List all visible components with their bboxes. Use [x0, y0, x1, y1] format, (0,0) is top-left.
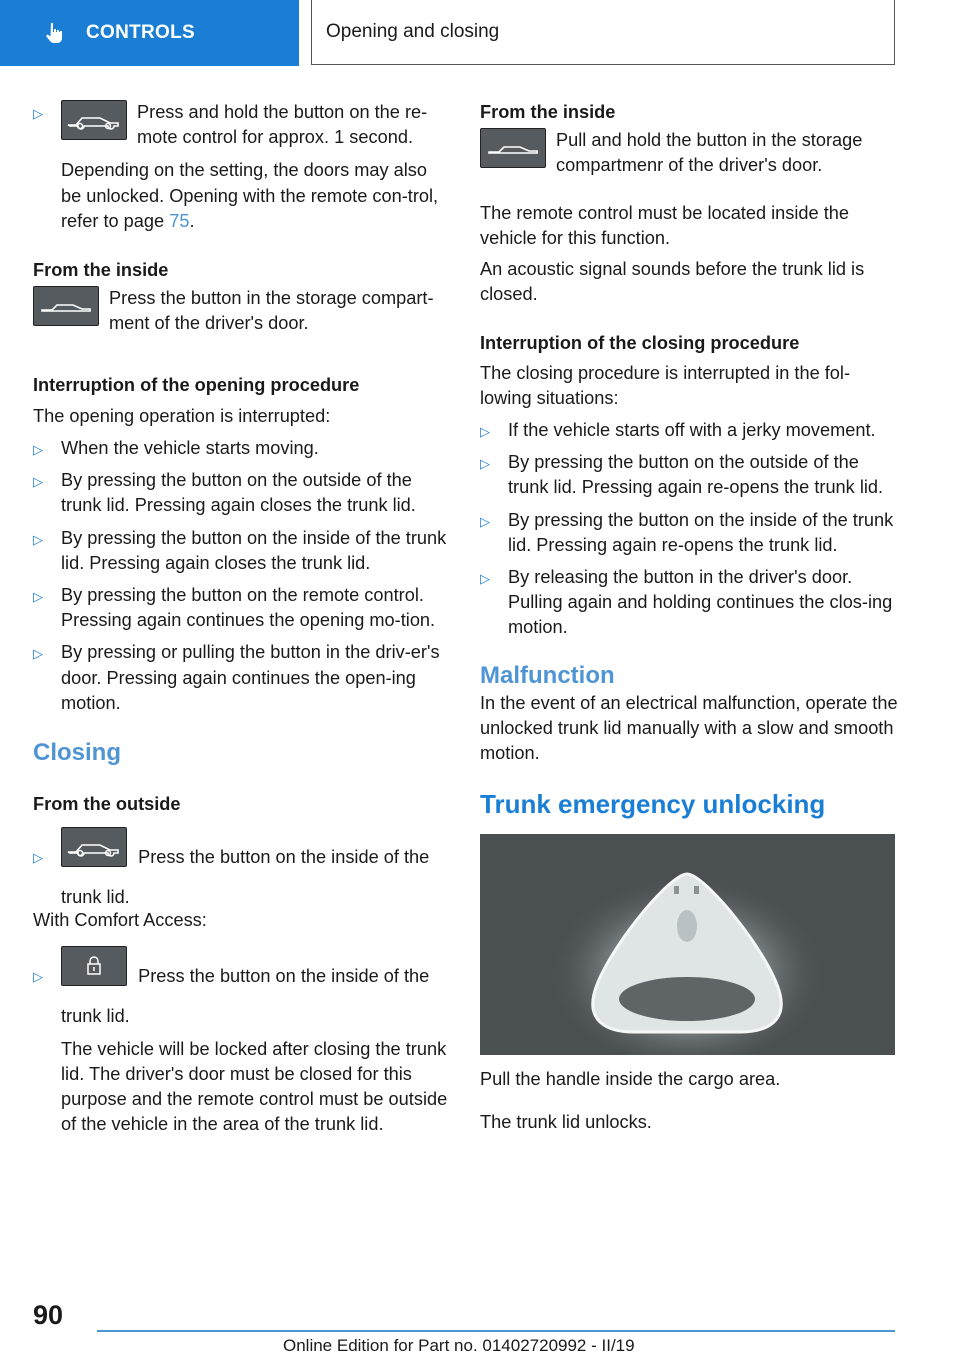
list-item [480, 508, 898, 558]
footer-edition: Online Edition for Part no. 01402720992 - II/19 [283, 1336, 635, 1355]
paragraph: Depending on the setting, the doors may also be unlocked. Opening with the remote con-trol, refer to page [61, 160, 439, 231]
list-item [33, 583, 448, 633]
list-item [33, 827, 448, 908]
list-item [33, 640, 448, 716]
list-item-text: If the vehicle starts off with a jerky movement. [508, 420, 876, 441]
left-column [33, 100, 448, 1138]
punctuation: . [189, 210, 195, 231]
list-item-text: Press and hold the button on the re-mote control for approx. 1 second. [137, 102, 428, 148]
list-item-text: By pressing the button on the outside of the trunk lid. Pressing again re-opens the trunk lid. [508, 452, 884, 498]
list-item-text: By releasing the button in the driver's door. Pulling again and holding continues the clos-ing motion. [508, 567, 893, 638]
subheading: Interruption of the opening procedure [33, 374, 360, 395]
footer-divider [97, 1330, 895, 1332]
list-item-text: By pressing the button on the remote control. Pressing again continues the opening mo-tion. [61, 585, 436, 631]
list-item [33, 468, 448, 518]
page-header [311, 0, 895, 65]
list-item [33, 946, 448, 1138]
page-number: 90 [33, 1300, 64, 1330]
emergency-handle-photo [480, 834, 895, 1055]
triangle-bullet-icon: ▷ [480, 424, 490, 440]
triangle-bullet-icon: ▷ [33, 442, 43, 458]
paragraph: Press the button in the storage compart-ment of the driver's door. [109, 288, 434, 334]
triangle-bullet-icon: ▷ [33, 474, 43, 490]
page-title: Opening and closing [326, 21, 500, 42]
subheading: Interruption of the closing procedure [480, 333, 800, 354]
subheading: From the inside [480, 102, 616, 122]
list-item-text: By pressing the button on the outside of the trunk lid. Pressing again closes the trunk lid. [61, 470, 416, 516]
triangle-bullet-icon: ▷ [33, 646, 43, 662]
paragraph: The remote control must be located inside the vehicle for this function. [480, 202, 849, 248]
hand-pointer-icon [42, 21, 66, 45]
triangle-bullet-icon: ▷ [33, 531, 43, 547]
list-item [33, 526, 448, 576]
lock-icon [61, 946, 127, 986]
caption: Pull the handle inside the cargo area. [480, 1069, 781, 1090]
paragraph: With Comfort Access: [33, 910, 207, 931]
triangle-bullet-icon: ▷ [33, 106, 43, 121]
list-item-text: When the vehicle starts moving. [61, 438, 319, 459]
list-item-text: Press the button on the inside of the trunk lid. [61, 847, 430, 908]
list-item [33, 100, 448, 234]
section-heading: Closing [33, 739, 121, 767]
list-item-text: By pressing the button on the inside of the trunk lid. Pressing again closes the trunk lid. [61, 527, 447, 573]
page-link[interactable]: 75 [169, 210, 190, 231]
car-trunk-icon [480, 128, 546, 168]
car-trunk-icon [33, 286, 99, 326]
triangle-bullet-icon: ▷ [33, 968, 43, 984]
bullet-list [33, 436, 448, 716]
caption: The trunk lid unlocks. [480, 1112, 652, 1133]
paragraph: The closing procedure is interrupted in the fol-lowing situations: [480, 362, 851, 408]
list-item-text: By pressing the button on the inside of the trunk lid. Pressing again re-opens the trunk lid. [508, 509, 894, 555]
section-label: CONTROLS [86, 22, 196, 43]
icon-paragraph [480, 128, 898, 178]
paragraph: The vehicle will be locked after closing the trunk lid. The driver's door must be closed for this purpose and the remote control must be outside of the vehicle in the area of the trunk lid. [61, 1038, 448, 1135]
right-column [480, 100, 898, 1136]
paragraph: An acoustic signal sounds before the trunk lid is closed. [480, 259, 865, 305]
section-heading: Trunk emergency unlocking [480, 789, 826, 820]
bullet-list [480, 418, 898, 641]
list-item [480, 450, 898, 500]
triangle-bullet-icon: ▷ [33, 589, 43, 605]
section-heading: Malfunction [480, 661, 615, 689]
car-trunk-icon [61, 827, 127, 867]
triangle-bullet-icon: ▷ [33, 850, 43, 866]
paragraph: The opening operation is interrupted: [33, 405, 331, 426]
paragraph: In the event of an electrical malfunction, operate the unlocked trunk lid manually with a slow and smooth motion. [480, 692, 898, 764]
icon-paragraph [33, 286, 448, 336]
list-item-text: Press the button on the inside of the trunk lid. [61, 965, 430, 1026]
list-item [33, 436, 448, 461]
subheading: From the outside [33, 794, 181, 815]
car-trunk-icon [61, 100, 127, 140]
list-item [480, 565, 898, 641]
section-tab[interactable] [0, 0, 299, 66]
triangle-bullet-icon: ▷ [480, 571, 490, 587]
triangle-bullet-icon: ▷ [480, 513, 490, 529]
list-item-text: By pressing or pulling the button in the driv-er's door. Pressing again continues the open-ing motion. [61, 642, 440, 713]
subheading: From the inside [33, 260, 169, 281]
paragraph: Pull and hold the button in the storage compartmenr of the driver's door. [556, 130, 863, 176]
triangle-bullet-icon: ▷ [480, 456, 490, 472]
list-item [480, 418, 898, 443]
